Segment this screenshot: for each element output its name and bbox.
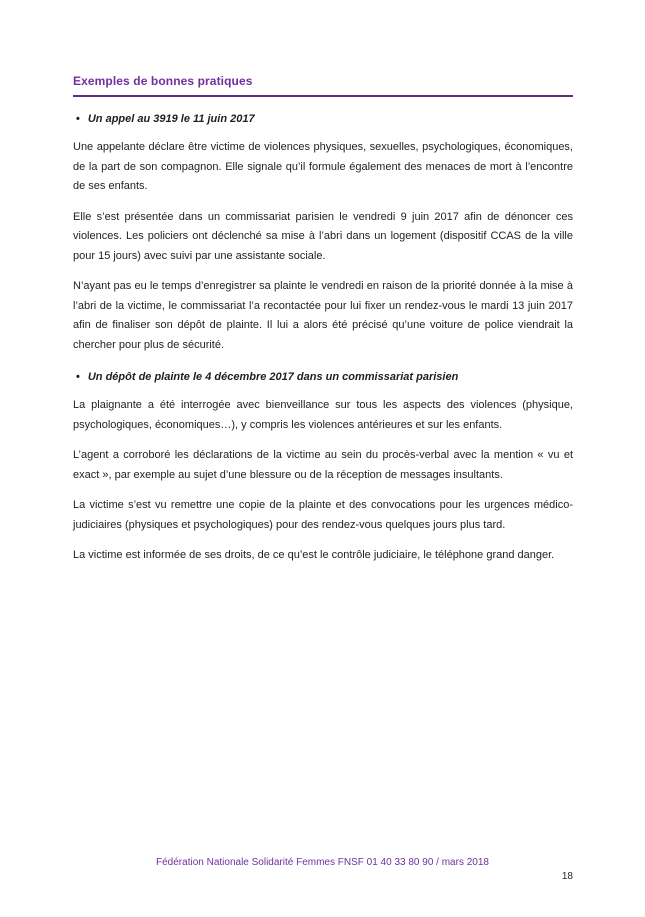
paragraph: Elle s’est présentée dans un commissariat parisien le vendredi 9 juin 2017 afin de dénoncer ces violences. Les policiers ont déclenché sa mise à l’abri dans un logement (dispositif CCAS de la ville pour 15 jours) avec suivi par une assistante sociale.: [73, 210, 573, 262]
bullet-item-label: Un dépôt de plainte le 4 décembre 2017 dans un commissariat parisien: [87, 371, 459, 383]
bullet-item-depot-plainte: [76, 370, 573, 385]
paragraph: La plaignante a été interrogée avec bienveillance sur tous les aspects des violences (physique, psychologiques, économiques…), y compris les violences antérieures et sur les enfants.: [73, 399, 573, 431]
page-number: 18: [561, 871, 573, 882]
page-content: [73, 74, 573, 566]
paragraph: N’ayant pas eu le temps d’enregistrer sa plainte le vendredi en raison de la priorité donnée à la mise à l’abri de la victime, le commissariat l’a recontactée pour lui fixer un rendez-vous le mardi 13 juin 2017 afin de finaliser son dépôt de plainte. Il lui a alors été précisé qu’une voiture de police viendrait la chercher pour plus de sécurité.: [73, 280, 573, 351]
paragraph: La victime est informée de ses droits, de ce qu’est le contrôle judiciaire, le téléphone grand danger.: [73, 549, 555, 561]
bullet-item-label: Un appel au 3919 le 11 juin 2017: [87, 113, 255, 125]
paragraph: L’agent a corroboré les déclarations de la victime au sein du procès-verbal avec la mention « vu et exact », par exemple au sujet d’une blessure ou de la réception de messages insultants.: [73, 449, 573, 481]
paragraph: La victime s’est vu remettre une copie de la plainte et des convocations pour les urgences médico-judiciaires (physiques et psychologiques) pour des rendez-vous quelques jours plus tard.: [73, 499, 573, 531]
paragraph: Une appelante déclare être victime de violences physiques, sexuelles, psychologiques, économiques, de la part de son compagnon. Elle signale qu’il formule également des menaces de mort à l’encontre de ses enfants.: [73, 141, 573, 192]
bullet-item-call-3919: [76, 112, 573, 127]
footer-text: Fédération Nationale Solidarité Femmes FNSF 01 40 33 80 90 / mars 2018: [156, 857, 489, 868]
section-heading: Exemples de bonnes pratiques: [73, 74, 573, 97]
bullet-icon: •: [76, 371, 80, 383]
bullet-icon: •: [76, 113, 80, 125]
